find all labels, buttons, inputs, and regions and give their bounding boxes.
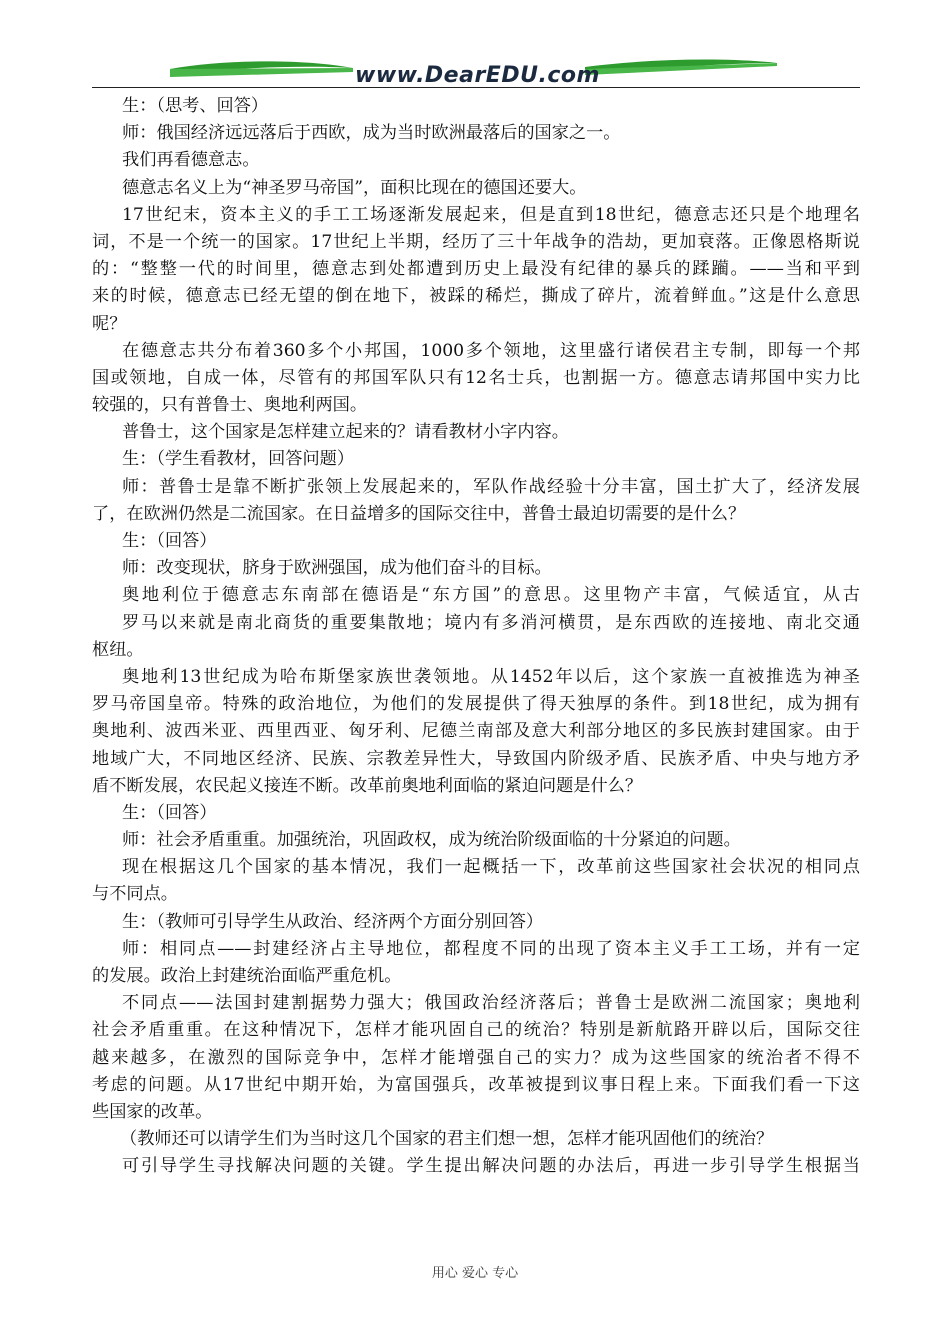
text-line: 师：相同点——封建经济占主导地位，都程度不同的出现了资本主义手工工场，并有一定	[122, 938, 860, 959]
text-line: 地域广大，不同地区经济、民族、宗教差异性大，导致国内阶级矛盾、民族矛盾、中央与地方矛	[92, 748, 860, 769]
page-header	[0, 0, 950, 92]
text-line: 社会矛盾重重。在这种情况下，怎样才能巩固自己的统治？特别是新航路开辟以后，国际交往	[92, 1020, 860, 1041]
text-line: 师：俄国经济远远落后于西欧，成为当时欧洲最落后的国家之一。	[122, 123, 621, 144]
text-line: 我们再看德意志。	[122, 150, 260, 171]
text-line: 师：普鲁士是靠不断扩张领上发展起来的，军队作战经验十分丰富，国土扩大了，经济发展	[122, 476, 860, 497]
document-body	[92, 93, 860, 1181]
text-line: 德意志名义上为“神圣罗马帝国”，面积比现在的德国还要大。	[122, 177, 587, 198]
header-divider	[92, 87, 860, 88]
text-line: 词，不是一个统一的国家。17世纪上半期，经历了三十年战争的浩劫，更加衰落。正像恩格斯说	[92, 231, 860, 252]
text-line: 的：“整整一代的时间里，德意志到处都遭到历史上最没有纪律的暴兵的蹂躏。——当和平到	[92, 259, 860, 280]
text-line: 的发展。政治上封建统治面临严重危机。	[92, 966, 402, 986]
text-line: 不同点——法国封建割据势力强大；俄国政治经济落后；普鲁士是欧洲二流国家；奥地利	[122, 993, 860, 1014]
text-line: 师：改变现状，脐身于欧洲强国，成为他们奋斗的目标。	[122, 558, 552, 579]
text-line: 来的时候，德意志已经无望的倒在地下，被踩的稀烂，撕成了碎片，流着鲜血。”这是什么意思	[92, 286, 860, 307]
text-line: 盾不断发展，农民起义接连不断。改革前奥地利面临的紧迫问题是什么？	[92, 775, 643, 796]
text-line: 与不同点。	[92, 884, 178, 905]
text-line: 罗马帝国皇帝。特殊的政治地位，为他们的发展提供了得天独厚的条件。到18世纪，成为拥有	[92, 694, 860, 715]
text-line: 生：（学生看教材，回答问题）	[122, 449, 355, 470]
text-line: 些国家的改革。	[92, 1101, 213, 1122]
text-line: 17世纪末，资本主义的手工工场逐渐发展起来，但是直到18世纪，德意志还只是个地理名	[122, 204, 860, 225]
text-line: 普鲁士，这个国家是怎样建立起来的？请看教材小字内容。	[122, 422, 569, 443]
text-line: 较强的，只有普鲁士、奥地利两国。	[92, 395, 368, 416]
text-line: 奥地利13世纪成为哈布斯堡家族世袭领地。从1452年以后，这个家族一直被推选为神圣	[122, 666, 860, 687]
text-line: 了，在欧洲仍然是二流国家。在日益增多的国际交往中，普鲁士最迫切需要的是什么？	[92, 503, 746, 524]
text-line: 生：（教师可引导学生从政治、经济两个方面分别回答）	[122, 911, 544, 932]
text-line: 生：（回答）	[122, 531, 217, 551]
site-name[interactable]: www.DearEDU.com	[355, 63, 600, 88]
text-line: 枢纽。	[92, 639, 144, 660]
text-line: 奥地利位于德意志东南部在德语是“东方国”的意思。这里物产丰富，气候适宜，从古	[122, 585, 860, 606]
text-line: 在德意志共分布着360多个小邦国，1000多个领地，这里盛行诸侯君主专制，即每一个邦	[122, 340, 860, 361]
text-line: 生：（思考、回答）	[122, 96, 269, 116]
text-line: 考虑的问题。从17世纪中期开始，为富国强兵，改革被提到议事日程上来。下面我们看一下这	[92, 1074, 860, 1095]
text-line: （教师还可以请学生们为当时这几个国家的君主们想一想，怎样才能巩固他们的统治？	[120, 1129, 774, 1150]
text-line: 奥地利、波西米亚、西里西亚、匈牙利、尼德兰南部及意大利部分地区的多民族封建国家。由于	[92, 721, 860, 742]
text-line: 可引导学生寻找解决问题的关键。学生提出解决问题的办法后，再进一步引导学生根据当	[122, 1156, 860, 1177]
text-line: 生：（回答）	[122, 802, 217, 823]
text-line: 罗马以来就是南北商货的重要集散地；境内有多消河横贯，是东西欧的连接地、南北交通	[122, 612, 860, 633]
text-line: 师：社会矛盾重重。加强统治，巩固政权，成为统治阶级面临的十分紧迫的问题。	[122, 830, 741, 851]
text-line: 呢？	[92, 313, 127, 334]
text-line: 现在根据这几个国家的基本情况，我们一起概括一下，改革前这些国家社会状况的相同点	[122, 857, 860, 878]
text-line: 国或领地，自成一体，尽管有的邦国军队只有12名士兵，也割据一方。德意志请邦国中实力比	[92, 367, 860, 388]
text-line: 越来越多，在激烈的国际竞争中，怎样才能增强自己的实力？成为这些国家的统治者不得不	[92, 1047, 860, 1068]
page-footer: 用心 爱心 专心	[431, 1266, 519, 1281]
